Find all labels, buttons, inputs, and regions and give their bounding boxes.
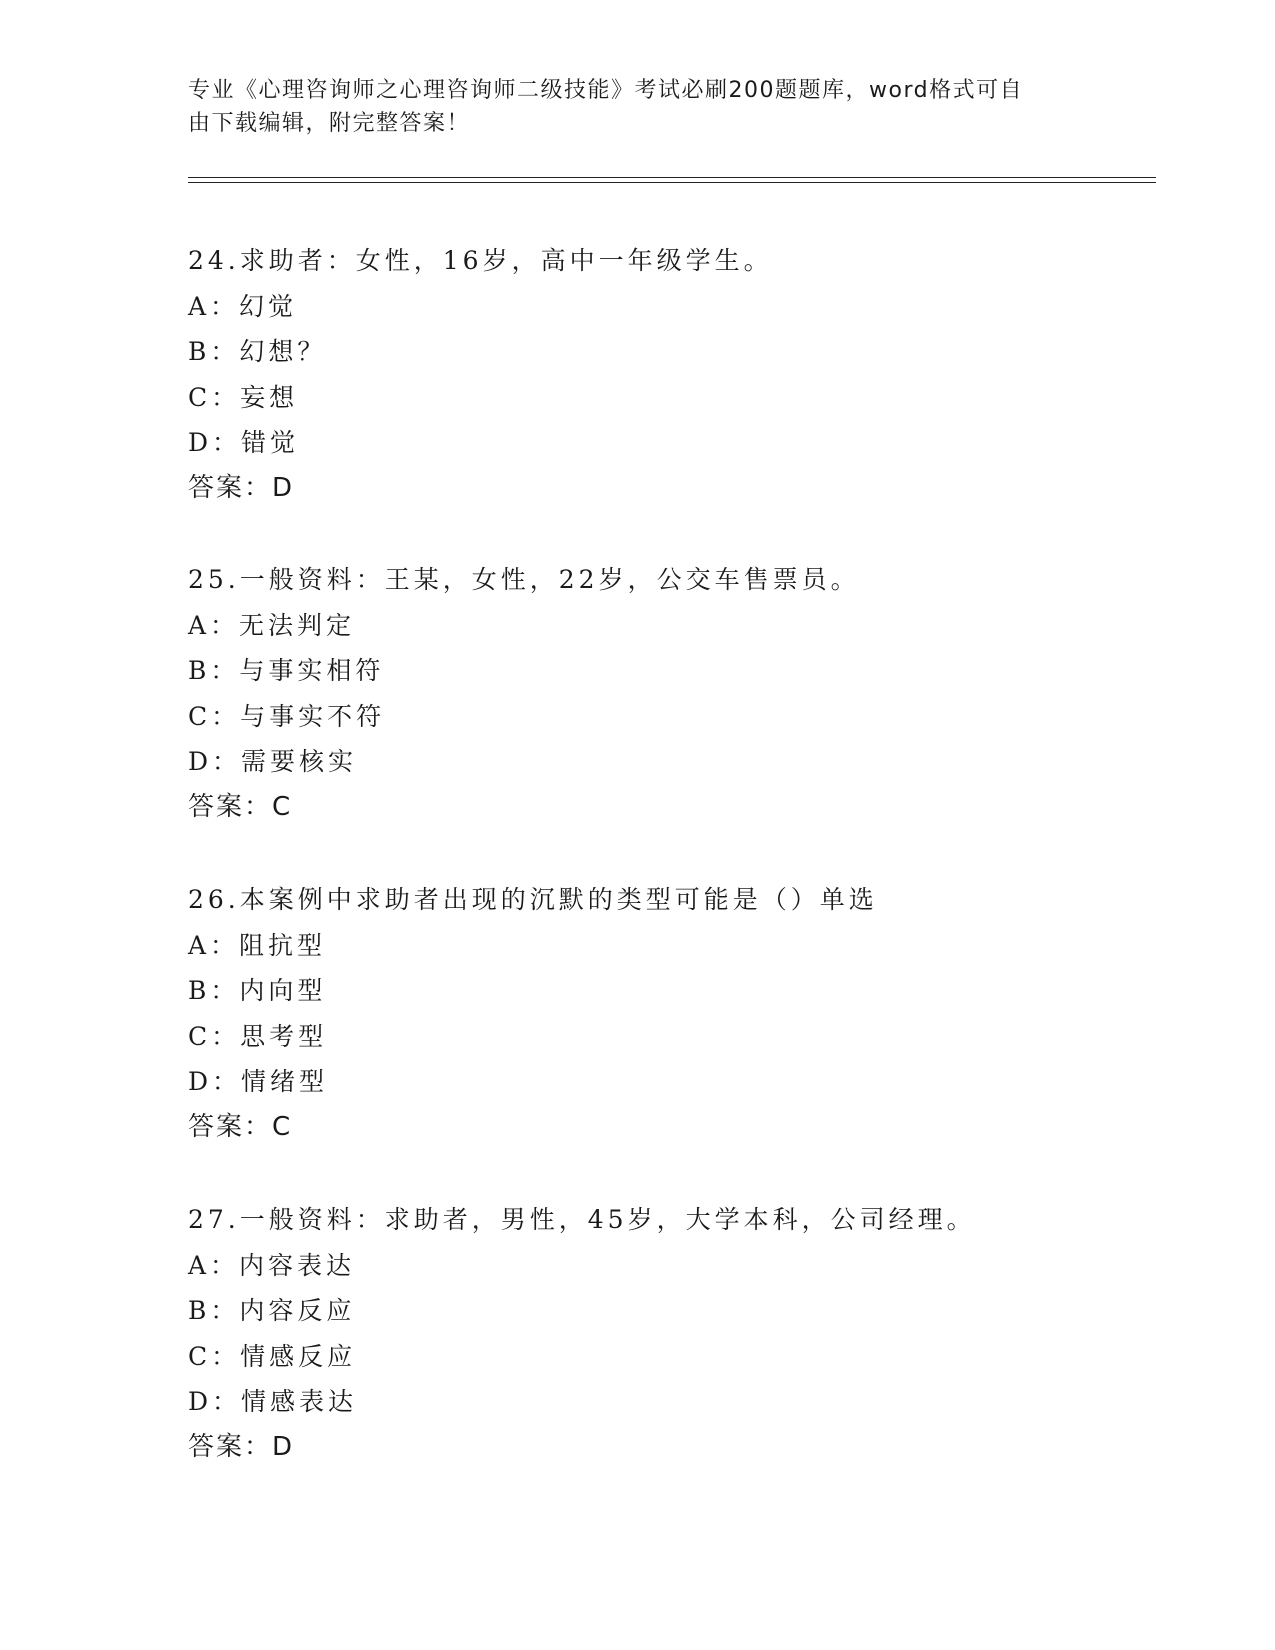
answer-line: 答案：D [188,472,295,503]
document-header [188,74,1068,140]
answer-line: 答案：C [188,791,293,822]
question-26 [188,877,1148,1150]
option-b: B：内向型 [188,976,327,1005]
question-27 [188,1197,1148,1470]
option-b: B：与事实相符 [188,656,385,685]
option-a: A：阻抗型 [188,930,327,960]
option-a: A：无法判定 [188,610,356,640]
option-d: D：需要核实 [188,747,358,776]
option-c: C：思考型 [188,1021,328,1051]
option-d: D：错觉 [188,428,300,457]
question-stem: 27.一般资料：求助者，男性，45岁，大学本科，公司经理。 [188,1205,976,1234]
header-divider-top [188,177,1156,178]
option-c: C：与事实不符 [188,701,386,731]
option-c: C：情感反应 [188,1341,357,1371]
option-b: B：内容反应 [188,1296,356,1325]
header-line-2: 由下载编辑，附完整答案！ [188,111,471,136]
question-24 [188,238,1148,511]
question-stem: 24.求助者：女性，16岁，高中一年级学生。 [188,246,773,275]
answer-line: 答案：C [188,1111,293,1142]
option-d: D：情绪型 [188,1067,329,1096]
question-stem: 25.一般资料：王某，女性，22岁，公交车售票员。 [188,565,860,594]
question-25 [188,557,1148,830]
option-a: A：内容表达 [188,1250,356,1280]
header-divider-bottom [188,182,1156,183]
question-stem: 26.本案例中求助者出现的沉默的类型可能是（）单选 [188,885,878,914]
option-c: C：妄想 [188,382,299,412]
answer-line: 答案：D [188,1431,295,1462]
header-line-1: 专业《心理咨询师之心理咨询师二级技能》考试必刷200题题库，word格式可自 [188,78,1024,103]
option-a: A：幻觉 [188,291,298,321]
option-b: B：幻想？ [188,337,327,366]
option-d: D：情感表达 [188,1387,358,1416]
